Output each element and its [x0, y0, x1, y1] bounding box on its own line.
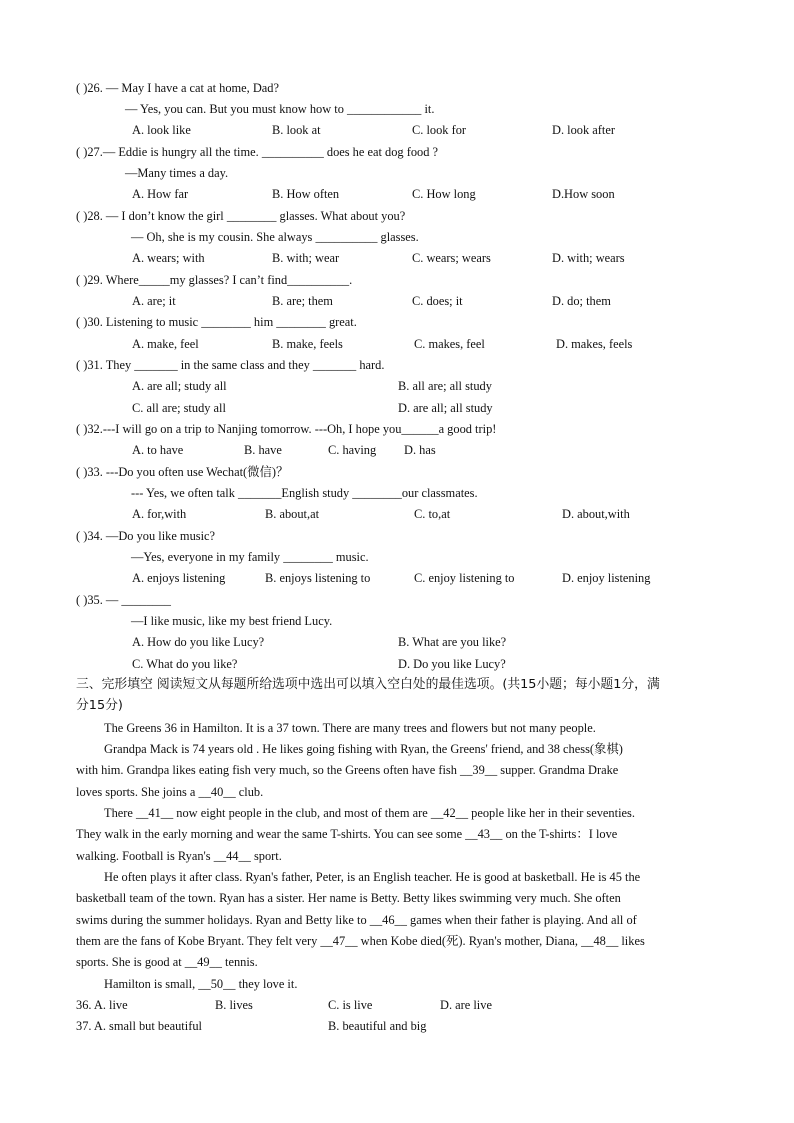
passage-line-5: There __41__ now eight people in the club, and most of them are __42__ people like her in their seventies.: [104, 806, 635, 820]
question-35-stem: ( )35. — ________: [76, 593, 171, 607]
passage-line-13: Hamilton is small, __50__ they love it.: [104, 977, 298, 991]
q35-option-c: C. What do you like?: [132, 657, 238, 671]
question-29-stem: ( )29. Where_____my glasses? I can’t find__________.: [76, 273, 353, 287]
q35-option-d: D. Do you like Lucy?: [398, 657, 506, 671]
q34-option-b: B. enjoys listening to: [265, 571, 371, 585]
passage-line-11: them are the fans of Kobe Bryant. They felt very __47__ when Kobe died(死). Ryan's mother, Diana, __48__ likes: [76, 934, 645, 948]
q32-option-a: A. to have: [132, 443, 184, 457]
q32-option-d: D. has: [404, 443, 436, 457]
q34-option-a: A. enjoys listening: [132, 571, 226, 585]
q31-option-c: C. all are; study all: [132, 401, 226, 415]
q34-option-c: C. enjoy listening to: [414, 571, 515, 585]
q29-option-b: B. are; them: [272, 294, 333, 308]
q35-option-a: A. How do you like Lucy?: [132, 635, 265, 649]
q28-option-d: D. with; wears: [552, 251, 625, 265]
q26-option-a: A. look like: [132, 123, 191, 137]
q31-option-b: B. all are; all study: [398, 379, 492, 393]
q33-option-c: C. to,at: [414, 507, 451, 521]
question-28-stem: ( )28. — I don’t know the girl ________ glasses. What about you?: [76, 209, 406, 223]
q34-option-d: D. enjoy listening: [562, 571, 651, 585]
q27-option-c: C. How long: [412, 187, 476, 201]
a36-option-a: 36. A. live: [76, 998, 128, 1012]
q26-option-b: B. look at: [272, 123, 321, 137]
a36-option-b: B. lives: [215, 998, 253, 1012]
q27-option-d: D.How soon: [552, 187, 615, 201]
a37-option-b: B. beautiful and big: [328, 1019, 427, 1033]
q31-option-d: D. are all; all study: [398, 401, 493, 415]
q28-option-c: C. wears; wears: [412, 251, 491, 265]
q30-option-c: C. makes, feel: [414, 337, 485, 351]
q29-option-c: C. does; it: [412, 294, 463, 308]
passage-line-7: walking. Football is Ryan's __44__ sport.: [76, 849, 282, 863]
passage-line-6: They walk in the early morning and wear the same T-shirts. You can see some __43__ on the T-shirts：I love: [76, 827, 618, 841]
q29-option-a: A. are; it: [132, 294, 176, 308]
question-27-stem: ( )27.— Eddie is hungry all the time. __________ does he eat dog food ?: [76, 145, 439, 159]
question-32-stem: ( )32.---I will go on a trip to Nanjing tomorrow. ---Oh, I hope you______a good trip!: [76, 422, 497, 436]
question-27-line2: —Many times a day.: [125, 166, 229, 180]
passage-line-1: The Greens 36 in Hamilton. It is a 37 town. There are many trees and flowers but not many people.: [104, 721, 596, 735]
passage-line-2: Grandpa Mack is 74 years old . He likes going fishing with Ryan, the Greens' friend, and 38 chess(象棋): [104, 742, 623, 756]
q31-option-a: A. are all; study all: [132, 379, 227, 393]
passage-line-12: sports. She is good at __49__ tennis.: [76, 955, 258, 969]
passage-line-8: He often plays it after class. Ryan's father, Peter, is an English teacher. He is good at basketball. He is 45 the: [104, 870, 641, 884]
passage-line-4: loves sports. She joins a __40__ club.: [76, 785, 264, 799]
question-31-stem: ( )31. They _______ in the same class and they _______ hard.: [76, 358, 385, 372]
question-33-stem: ( )33. ---Do you often use Wechat(微信)？: [76, 465, 289, 479]
question-34-line2: —Yes, everyone in my family ________ music.: [131, 550, 369, 564]
q26-option-d: D. look after: [552, 123, 615, 137]
passage-line-10: swims during the summer holidays. Ryan and Betty like to __46__ games when their father is playing. And all of: [76, 913, 637, 927]
a36-option-d: D. are live: [440, 998, 492, 1012]
q35-option-b: B. What are you like?: [398, 635, 507, 649]
question-26-line2: — Yes, you can. But you must know how to ____________ it.: [125, 102, 435, 116]
q30-option-b: B. make, feels: [272, 337, 343, 351]
question-35-line2: —I like music, like my best friend Lucy.: [131, 614, 333, 628]
q30-option-d: D. makes, feels: [556, 337, 633, 351]
q28-option-b: B. with; wear: [272, 251, 340, 265]
q27-option-a: A. How far: [132, 187, 189, 201]
q33-option-b: B. about,at: [265, 507, 320, 521]
passage-line-9: basketball team of the town. Ryan has a sister. Her name is Betty. Betty likes swimming very much. She often: [76, 891, 621, 905]
question-26-stem: ( )26. — May I have a cat at home, Dad?: [76, 81, 279, 95]
question-33-line2: --- Yes, we often talk _______English study ________our classmates.: [131, 486, 478, 500]
q28-option-a: A. wears; with: [132, 251, 205, 265]
a37-option-a: 37. A. small but beautiful: [76, 1019, 202, 1033]
section-3-heading: 三、完形填空 阅读短文从每题所给选项中选出可以填入空白处的最佳选项。(共15小题；每小题1分，满: [76, 677, 660, 692]
section-3-heading-cont: 分15分): [76, 698, 123, 713]
q32-option-b: B. have: [244, 443, 282, 457]
question-28-line2: — Oh, she is my cousin. She always __________ glasses.: [131, 230, 419, 244]
q29-option-d: D. do; them: [552, 294, 611, 308]
q30-option-a: A. make, feel: [132, 337, 199, 351]
q33-option-d: D. about,with: [562, 507, 630, 521]
a36-option-c: C. is live: [328, 998, 373, 1012]
q26-option-c: C. look for: [412, 123, 467, 137]
q33-option-a: A. for,with: [132, 507, 187, 521]
q32-option-c: C. having: [328, 443, 377, 457]
question-30-stem: ( )30. Listening to music ________ him ________ great.: [76, 315, 357, 329]
passage-line-3: with him. Grandpa likes eating fish very much, so the Greens often have fish __39__ supper. Grandma Drake: [76, 763, 619, 777]
question-34-stem: ( )34. —Do you like music?: [76, 529, 216, 543]
q27-option-b: B. How often: [272, 187, 340, 201]
